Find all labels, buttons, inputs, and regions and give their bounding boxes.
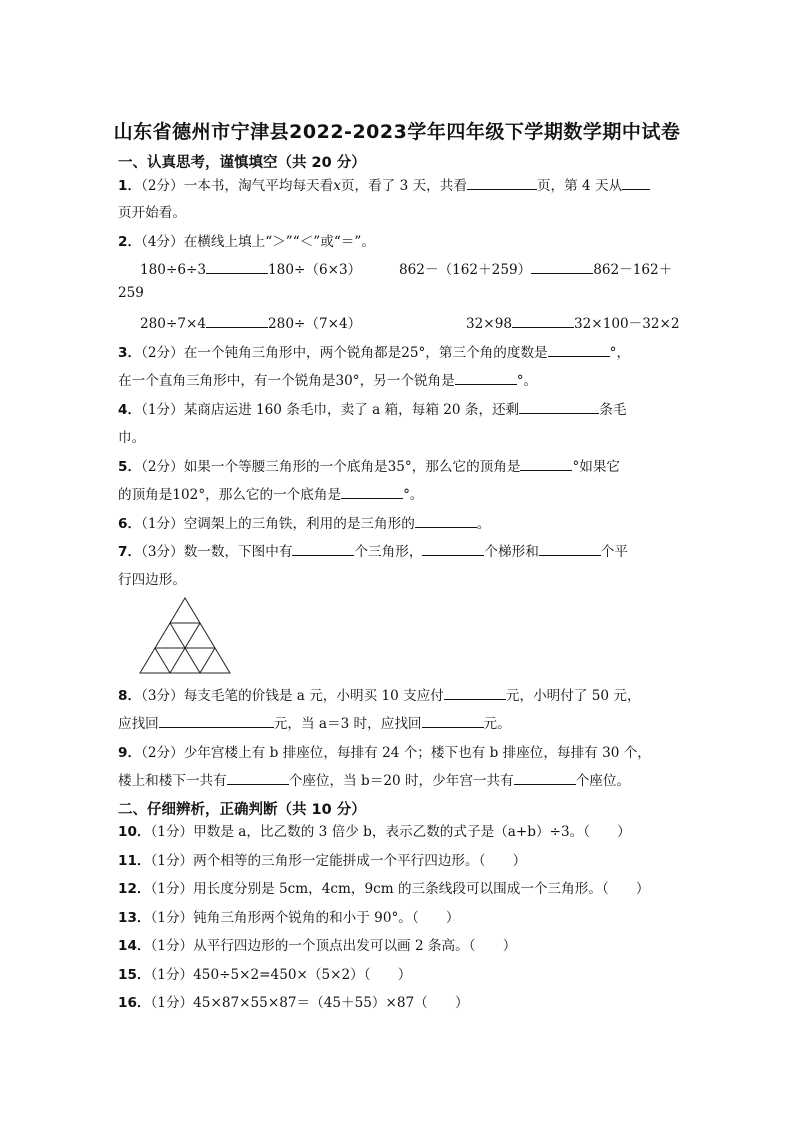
question-number: 7． [118, 544, 142, 560]
question-number: 10． [118, 824, 151, 840]
answer-blank[interactable] [548, 342, 610, 357]
question-2-line-1: 2．（4分）在横线上填上“＞”“＜”或“＝”。 [118, 234, 375, 250]
question-15: 15．（1分）450÷5×2=450×（5×2）（ ） [118, 967, 412, 983]
question-1-line-2: 页开始看。 [118, 205, 186, 221]
question-7-line-1: 7．（3分）数一数，下图中有 个三角形， 个梯形和 个平 [118, 540, 628, 560]
question-2-row-1-right: 862－（162＋259） 862－162＋ [399, 258, 672, 278]
page-title: 山东省德州市宁津县2022-2023学年四年级下学期数学期中试卷 [113, 121, 681, 143]
question-number: 5． [118, 459, 142, 475]
question-number: 15． [118, 967, 151, 983]
question-number: 11． [118, 853, 151, 869]
question-4-line-1: 4．（1分）某商店运进 160 条毛巾，卖了 a 箱，每箱 20 条，还剩 条毛 [118, 398, 626, 418]
question-number: 4． [118, 402, 142, 418]
question-2-row-1-left: 180÷6÷3 180÷（6×3） [140, 258, 361, 278]
question-14: 14．（1分）从平行四边形的一个顶点出发可以画 2 条高。（ ） [118, 938, 517, 954]
question-number: 12． [118, 881, 151, 897]
question-10: 10．（1分）甲数是 a，比乙数的 3 倍少 b，表示乙数的式子是（a+b）÷3。（ ） [118, 824, 631, 840]
question-8-line-2: 应找回 元，当 a＝3 时，应找回 元。 [118, 712, 511, 732]
question-5-line-1: 5．（2分）如果一个等腰三角形的一个底角是35°，那么它的顶角是 °如果它 [118, 455, 620, 475]
triangle-figure [138, 596, 232, 676]
section-1-heading: 一、认真思考，谨慎填空（共 20 分） [118, 155, 366, 171]
question-1-line-1: 1．（2分）一本书，淘气平均每天看x页，看了 3 天，共看 页，第 4 天从 [118, 174, 650, 194]
answer-blank[interactable] [422, 713, 484, 728]
answer-blank[interactable] [531, 259, 593, 274]
answer-blank[interactable] [292, 541, 354, 556]
question-2-row-2-right: 32×98 32×100－32×2 [466, 312, 680, 332]
answer-blank[interactable] [519, 399, 599, 414]
question-5-line-2: 的顶角是102°，那么它的一个底角是 °。 [118, 483, 423, 503]
question-number: 9． [118, 745, 142, 761]
question-number: 14． [118, 938, 151, 954]
answer-blank[interactable] [539, 541, 601, 556]
question-7-line-2: 行四边形。 [118, 572, 186, 588]
answer-blank[interactable] [444, 685, 506, 700]
answer-blank[interactable] [206, 313, 268, 328]
question-9-line-2: 楼上和楼下一共有 个座位，当 b＝20 时，少年宫一共有 个座位。 [118, 769, 630, 789]
answer-blank[interactable] [455, 370, 517, 385]
answer-blank[interactable] [514, 770, 576, 785]
answer-blank[interactable] [206, 259, 268, 274]
question-number: 13． [118, 910, 151, 926]
section-2-heading: 二、仔细辨析，正确判断（共 10 分） [118, 802, 366, 818]
answer-blank[interactable] [422, 541, 484, 556]
question-number: 3． [118, 345, 142, 361]
question-3-line-1: 3．（2分）在一个钝角三角形中，两个锐角都是25°，第三个角的度数是 °， [118, 341, 630, 361]
question-12: 12．（1分）用长度分别是 5cm，4cm，9cm 的三条线段可以围成一个三角形。（ ） [118, 881, 650, 897]
question-9-line-1: 9．（2分）少年宫楼上有 b 排座位，每排有 24 个；楼下也有 b 排座位，每排有 30 个， [118, 745, 651, 761]
question-3-line-2: 在一个直角三角形中，有一个锐角是30°，另一个锐角是 °。 [118, 369, 537, 389]
question-8-line-1: 8．（3分）每支毛笔的价钱是 a 元，小明买 10 支应付 元，小明付了 50 元， [118, 684, 641, 704]
question-2-row-1-wrap: 259 [118, 285, 144, 301]
grid-line [155, 648, 170, 673]
answer-blank[interactable] [415, 513, 477, 528]
answer-blank[interactable] [520, 456, 572, 471]
question-number: 2． [118, 234, 142, 250]
question-4-line-2: 巾。 [118, 430, 146, 446]
answer-blank[interactable] [622, 175, 650, 190]
question-2-row-2-left: 280÷7×4 280÷（7×4） [140, 312, 361, 332]
answer-blank[interactable] [512, 313, 574, 328]
question-number: 16． [118, 995, 151, 1011]
answer-blank[interactable] [467, 175, 537, 190]
question-6-line-1: 6．（1分）空调架上的三角铁，利用的是三角形的 。 [118, 512, 490, 532]
outer-triangle [140, 598, 230, 673]
answer-blank[interactable] [341, 484, 403, 499]
answer-blank[interactable] [227, 770, 289, 785]
question-16: 16．（1分）45×87×55×87＝（45＋55）×87（ ） [118, 995, 469, 1011]
grid-line [200, 648, 215, 673]
question-number: 6． [118, 516, 142, 532]
answer-blank[interactable] [159, 713, 274, 728]
question-13: 13．（1分）钝角三角形两个锐角的和小于 90°。（ ） [118, 910, 460, 926]
question-number: 1． [118, 178, 142, 194]
question-number: 8． [118, 688, 142, 704]
question-11: 11．（1分）两个相等的三角形一定能拼成一个平行四边形。（ ） [118, 853, 527, 869]
